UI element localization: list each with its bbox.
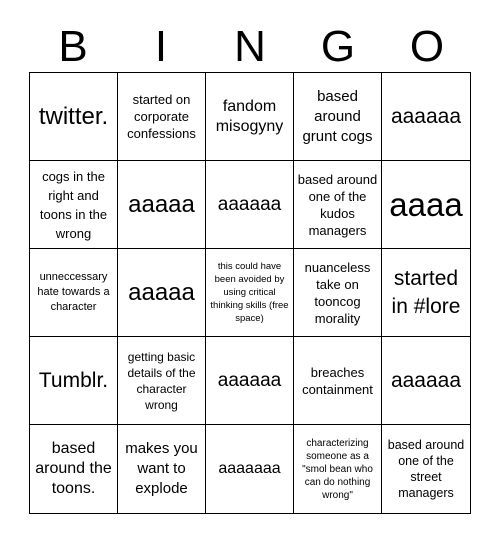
header-letter-g: G	[320, 22, 356, 71]
bingo-header	[29, 22, 471, 72]
bingo-cell[interactable]	[30, 73, 118, 161]
bingo-cell[interactable]	[206, 337, 294, 425]
bingo-cell[interactable]	[30, 249, 118, 337]
bingo-cell[interactable]	[382, 425, 470, 513]
bingo-cell[interactable]	[118, 73, 206, 161]
bingo-cell[interactable]	[382, 73, 470, 161]
cell-text: nuanceless take on tooncog morality	[304, 259, 371, 326]
cell-text: this could have been avoided by using critical thinking skills (free space)	[210, 261, 289, 324]
cell-text: makes you want to explode	[125, 440, 198, 497]
cell-text: unneccessary hate towards a character	[37, 271, 110, 313]
cell-text: based around one of the street managers	[387, 438, 465, 500]
cell-text: aaaaaa	[390, 104, 462, 128]
bingo-cell[interactable]	[382, 161, 470, 249]
cell-text: based around one of the kudos managers	[297, 171, 378, 238]
cell-text: twitter.	[38, 102, 109, 130]
bingo-cell[interactable]	[118, 249, 206, 337]
bingo-cell[interactable]	[294, 73, 382, 161]
header-letter-o: O	[409, 22, 445, 71]
bingo-cell[interactable]	[206, 161, 294, 249]
bingo-cell[interactable]	[118, 161, 206, 249]
bingo-cell[interactable]	[30, 337, 118, 425]
bingo-grid	[29, 72, 471, 514]
cell-text: based around grunt cogs	[302, 87, 373, 145]
bingo-cell[interactable]	[294, 425, 382, 513]
header-letter-b: B	[58, 22, 88, 71]
cell-text: aaaaa	[128, 190, 195, 218]
cell-text: getting basic details of the character wrong	[127, 349, 196, 412]
bingo-cell[interactable]	[382, 337, 470, 425]
bingo-cell[interactable]	[294, 249, 382, 337]
cell-text: aaaaa	[128, 278, 195, 306]
bingo-cell[interactable]	[206, 425, 294, 513]
header-letter-i: I	[154, 22, 168, 71]
bingo-cell[interactable]	[294, 161, 382, 249]
bingo-cell[interactable]	[206, 249, 294, 337]
header-letter-n: N	[234, 22, 266, 71]
cell-text: started in #lore	[391, 266, 461, 318]
cell-text: breaches containment	[302, 364, 373, 397]
cell-text: aaaa	[389, 185, 463, 223]
bingo-cell[interactable]	[206, 73, 294, 161]
bingo-cell[interactable]	[294, 337, 382, 425]
cell-text: aaaaaa	[390, 368, 462, 392]
bingo-cell[interactable]	[382, 249, 470, 337]
cell-text: fandom misogyny	[215, 97, 284, 135]
bingo-cell[interactable]	[118, 337, 206, 425]
cell-text: cogs in the right and toons in the wrong	[39, 168, 108, 241]
bingo-cell[interactable]	[118, 425, 206, 513]
cell-text: aaaaaaa	[218, 460, 281, 477]
cell-text: started on corporate confessions	[127, 92, 196, 141]
cell-text: Tumblr.	[38, 368, 109, 392]
cell-text: based around the toons.	[35, 440, 112, 497]
cell-text: aaaaaa	[217, 369, 282, 391]
bingo-cell[interactable]	[30, 161, 118, 249]
bingo-cell[interactable]	[30, 425, 118, 513]
cell-text: aaaaaa	[217, 193, 282, 215]
cell-text: characterizing someone as a "smol bean who can do nothing wrong"	[302, 437, 373, 501]
